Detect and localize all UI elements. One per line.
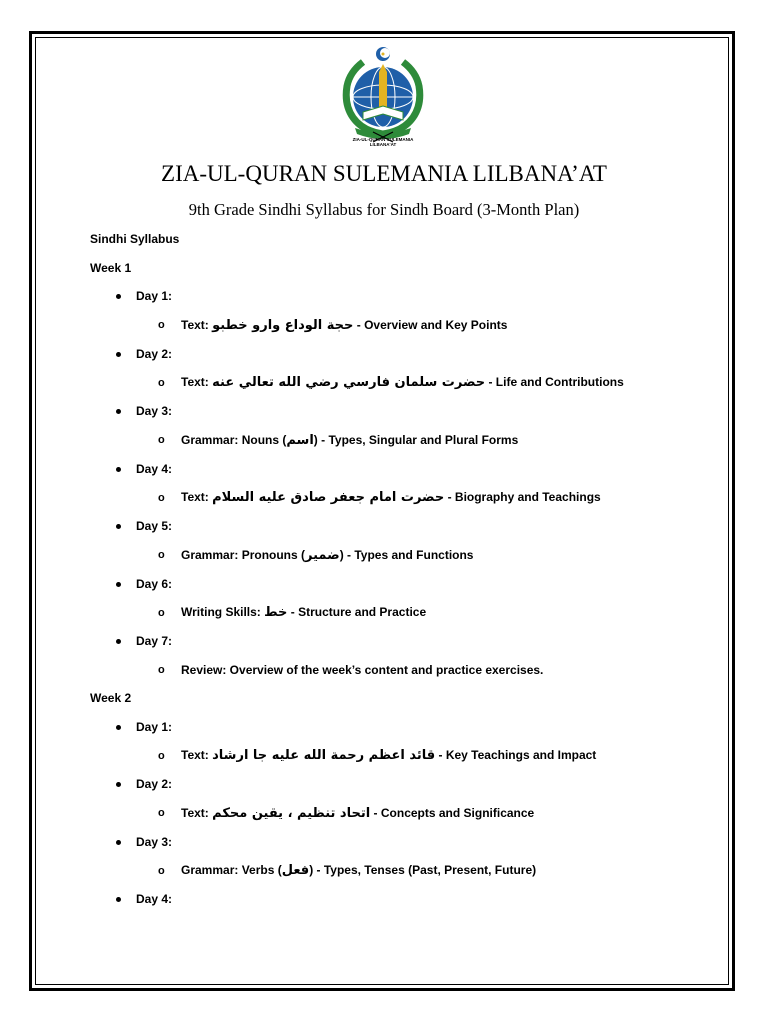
item-arabic: ضمير xyxy=(305,548,340,563)
day-item xyxy=(181,374,624,391)
item-prefix: Writing Skills: xyxy=(181,605,265,619)
day-label: Day 4: xyxy=(136,462,173,476)
bullet-circle: o xyxy=(158,492,165,504)
bullet-dot xyxy=(116,467,121,472)
bullet-circle: o xyxy=(158,319,165,331)
item-prefix: Review: Overview of the week’s content and practice exercises. xyxy=(181,663,544,677)
day-item xyxy=(181,432,518,449)
item-suffix: ) - Types and Functions xyxy=(339,548,474,562)
logo-caption-line1: ZIA-UL-QURAN SULEMANIA xyxy=(352,137,414,142)
bullet-circle: o xyxy=(158,807,165,819)
bullet-dot xyxy=(116,352,121,357)
day-item xyxy=(181,317,507,334)
bullet-circle: o xyxy=(158,664,165,676)
bullet-dot xyxy=(116,524,121,529)
item-arabic: حضرت امام جعفر صادق عليه السلام xyxy=(212,490,445,505)
bullet-circle: o xyxy=(158,549,165,561)
bullet-circle: o xyxy=(158,377,165,389)
bullet-dot xyxy=(116,725,121,730)
day-item xyxy=(181,662,543,678)
item-suffix: - Concepts and Significance xyxy=(370,806,535,820)
day-label: Day 1: xyxy=(136,720,173,734)
bullet-dot xyxy=(116,294,121,299)
day-item xyxy=(181,489,601,506)
bullet-circle: o xyxy=(158,865,165,877)
day-label: Day 4: xyxy=(136,892,173,906)
week-heading: Week 1 xyxy=(90,261,132,275)
item-arabic: حضرت سلمان فارسي رضي الله تعالي عنه xyxy=(212,375,486,390)
item-prefix: Text: xyxy=(181,318,213,332)
item-arabic: خط xyxy=(264,605,288,620)
item-arabic: فعل xyxy=(281,863,310,878)
bullet-circle: o xyxy=(158,607,165,619)
day-label: Day 7: xyxy=(136,634,173,648)
item-arabic: اتحاد تنظيم ، يقين محكم xyxy=(212,806,371,821)
page-subtitle: 9th Grade Sindhi Syllabus for Sindh Board (3-Month Plan) xyxy=(188,200,580,219)
item-prefix: Text: xyxy=(181,806,213,820)
item-arabic: حجة الوداع وارو خطبو xyxy=(212,318,354,333)
day-label: Day 3: xyxy=(136,835,173,849)
item-suffix: - Life and Contributions xyxy=(485,375,624,389)
logo-caption-line2: LILBANA'AT xyxy=(369,142,397,147)
bullet-circle: o xyxy=(158,434,165,446)
bullet-dot xyxy=(116,840,121,845)
bullet-dot xyxy=(116,639,121,644)
day-label: Day 3: xyxy=(136,404,173,418)
page-title: ZIA-UL-QURAN SULEMANIA LILBANA’AT xyxy=(161,161,607,186)
item-arabic: قائد اعظم رحمة الله عليه جا ارشاد xyxy=(212,748,436,763)
bullet-dot xyxy=(116,409,121,414)
bullet-dot xyxy=(116,897,121,902)
week-heading: Week 2 xyxy=(90,691,132,705)
item-prefix: Grammar: Nouns ( xyxy=(181,433,287,447)
day-item xyxy=(181,604,426,621)
item-arabic: اسم xyxy=(286,433,314,448)
day-item xyxy=(181,547,473,564)
day-label: Day 1: xyxy=(136,289,173,303)
bullet-dot xyxy=(116,782,121,787)
day-label: Day 6: xyxy=(136,577,173,591)
item-suffix: - Key Teachings and Impact xyxy=(435,748,597,762)
item-prefix: Text: xyxy=(181,490,213,504)
item-suffix: - Overview and Key Points xyxy=(353,318,508,332)
day-item xyxy=(181,862,536,879)
day-label: Day 5: xyxy=(136,519,173,533)
day-item xyxy=(181,747,596,764)
item-suffix: ) - Types, Tenses (Past, Present, Future) xyxy=(309,863,537,877)
day-item xyxy=(181,805,534,822)
item-suffix: - Biography and Teachings xyxy=(444,490,601,504)
logo-caption xyxy=(333,137,433,147)
item-suffix: ) - Types, Singular and Plural Forms xyxy=(313,433,519,447)
item-prefix: Grammar: Pronouns ( xyxy=(181,548,306,562)
item-prefix: Text: xyxy=(181,748,213,762)
bullet-dot xyxy=(116,582,121,587)
item-prefix: Text: xyxy=(181,375,213,389)
bullet-circle: o xyxy=(158,750,165,762)
syllabus-label: Sindhi Syllabus xyxy=(90,232,180,246)
item-prefix: Grammar: Verbs ( xyxy=(181,863,282,877)
day-label: Day 2: xyxy=(136,777,173,791)
item-suffix: - Structure and Practice xyxy=(287,605,427,619)
day-label: Day 2: xyxy=(136,347,173,361)
